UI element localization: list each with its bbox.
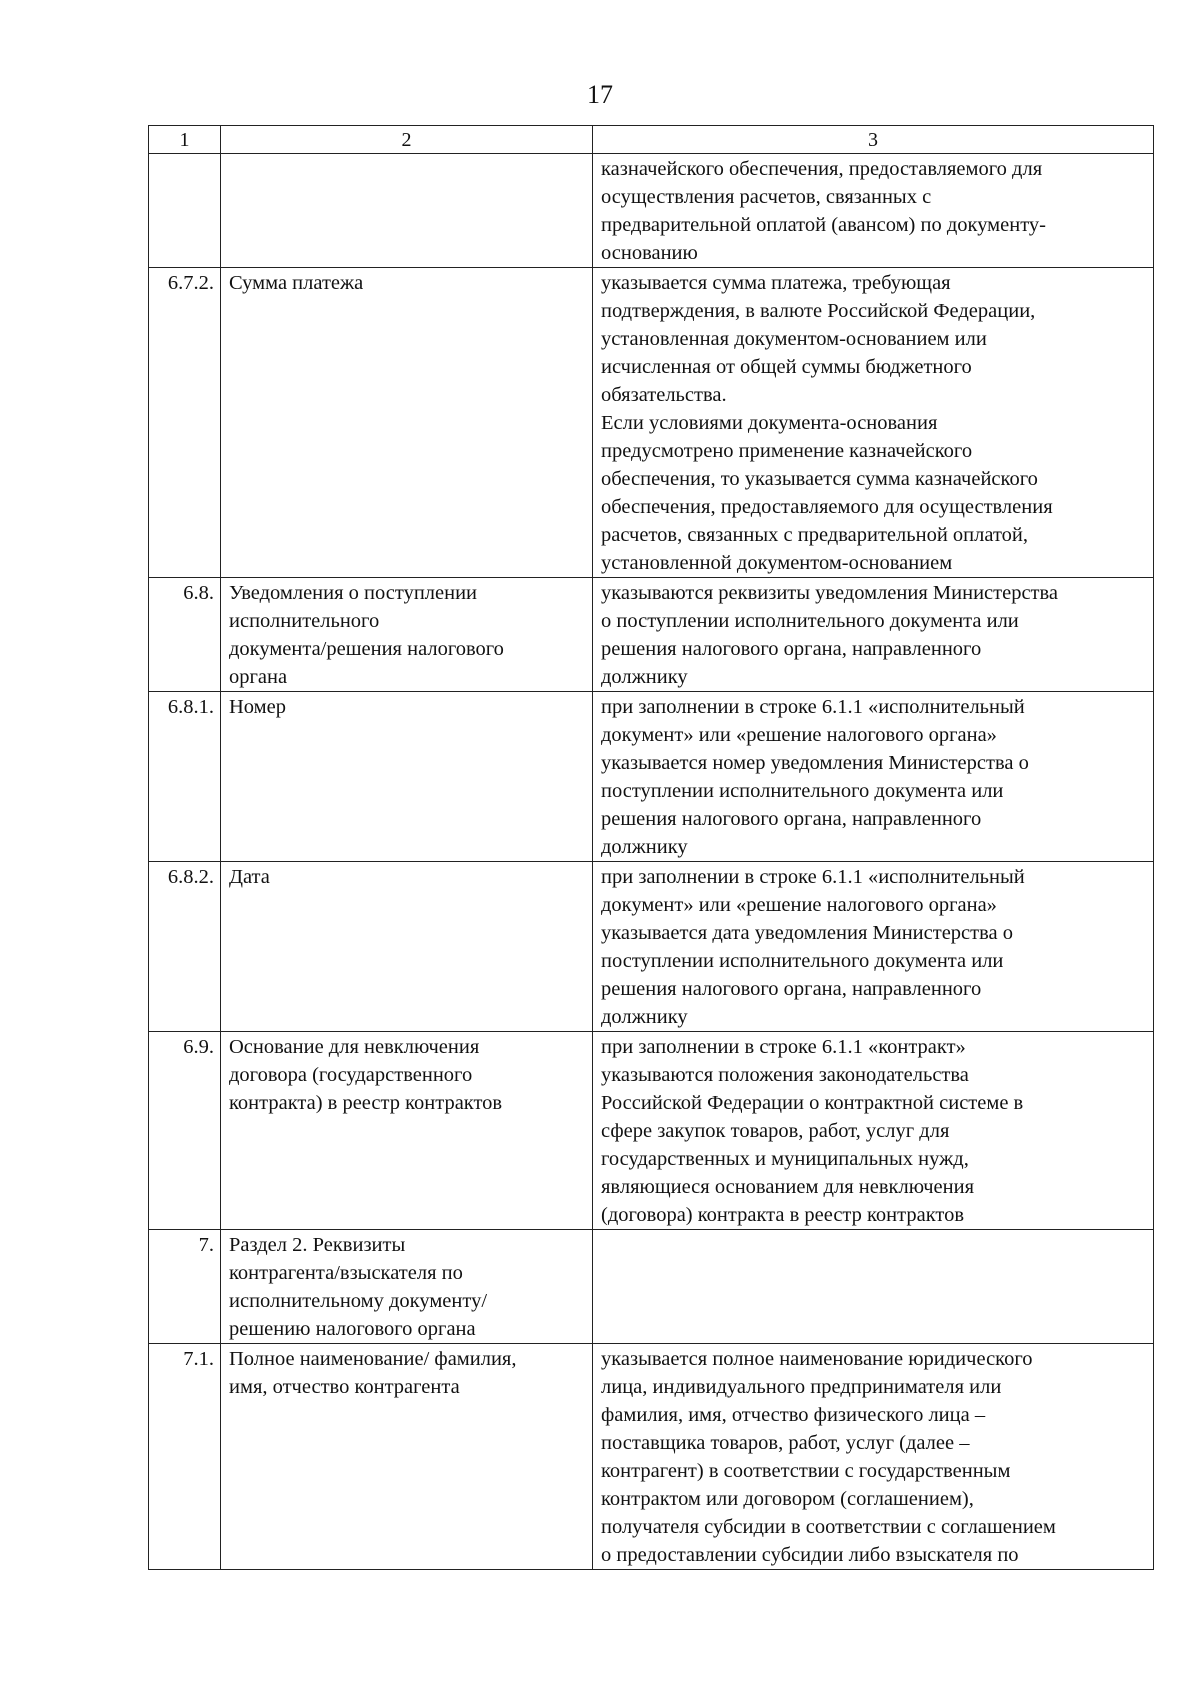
row-number: 6.8. bbox=[149, 578, 221, 692]
requisites-table bbox=[148, 125, 1154, 1570]
table-row bbox=[149, 154, 1154, 268]
row-description: при заполнении в строке 6.1.1 «исполнительный документ» или «решение налогового органа» указывается номер уведомления Министерства о поступлении исполнительного документа или решения налогового органа, направленного должнику bbox=[593, 692, 1154, 862]
row-number: 7.1. bbox=[149, 1344, 221, 1570]
row-description: указываются реквизиты уведомления Министерства о поступлении исполнительного документа или решения налогового органа, направленного должнику bbox=[593, 578, 1154, 692]
row-name: Уведомления о поступлении исполнительного документа/решения налогового органа bbox=[221, 578, 593, 692]
row-number: 6.7.2. bbox=[149, 268, 221, 578]
table-row bbox=[149, 862, 1154, 1032]
row-description: указывается сумма платежа, требующая подтверждения, в валюте Российской Федерации, установленная документом-основанием или исчисленная от общей суммы бюджетного обязательства. Если условиями документа-основания предусмотрено применение казначейского обеспечения, то указывается сумма казначейского обеспечения, предоставляемого для осуществления расчетов, связанных с предварительной оплатой, установленной документом-основанием bbox=[593, 268, 1154, 578]
table-row bbox=[149, 578, 1154, 692]
row-name: Основание для невключения договора (государственного контракта) в реестр контрактов bbox=[221, 1032, 593, 1230]
column-header-2: 2 bbox=[221, 126, 593, 154]
table-header-row bbox=[149, 126, 1154, 154]
row-name: Номер bbox=[221, 692, 593, 862]
table-row bbox=[149, 1344, 1154, 1570]
column-header-1: 1 bbox=[149, 126, 221, 154]
table-row bbox=[149, 692, 1154, 862]
table-row bbox=[149, 268, 1154, 578]
row-name: Раздел 2. Реквизиты контрагента/взыскателя по исполнительному документу/ решению налогового органа bbox=[221, 1230, 593, 1344]
row-description: при заполнении в строке 6.1.1 «контракт» указываются положения законодательства Российской Федерации о контрактной системе в сфере закупок товаров, работ, услуг для государственных и муниципальных нужд, являющиеся основанием для невключения (договора) контракта в реестр контрактов bbox=[593, 1032, 1154, 1230]
row-name bbox=[221, 154, 593, 268]
table-row bbox=[149, 1230, 1154, 1344]
row-number bbox=[149, 154, 221, 268]
column-header-3: 3 bbox=[593, 126, 1154, 154]
row-description: указывается полное наименование юридического лица, индивидуального предпринимателя или фамилия, имя, отчество физического лица – поставщика товаров, работ, услуг (далее – контрагент) в соответствии с государственным контрактом или договором (соглашением), получателя субсидии в соответствии с соглашением о предоставлении субсидии либо взыскателя по bbox=[593, 1344, 1154, 1570]
row-number: 6.9. bbox=[149, 1032, 221, 1230]
row-description bbox=[593, 1230, 1154, 1344]
row-name: Сумма платежа bbox=[221, 268, 593, 578]
table-row bbox=[149, 1032, 1154, 1230]
row-name: Полное наименование/ фамилия, имя, отчество контрагента bbox=[221, 1344, 593, 1570]
row-description: казначейского обеспечения, предоставляемого для осуществления расчетов, связанных с предварительной оплатой (авансом) по документу- основанию bbox=[593, 154, 1154, 268]
page-number: 17 bbox=[587, 80, 613, 109]
row-description: при заполнении в строке 6.1.1 «исполнительный документ» или «решение налогового органа» указывается дата уведомления Министерства о поступлении исполнительного документа или решения налогового органа, направленного должнику bbox=[593, 862, 1154, 1032]
row-number: 6.8.2. bbox=[149, 862, 221, 1032]
row-number: 7. bbox=[149, 1230, 221, 1344]
row-name: Дата bbox=[221, 862, 593, 1032]
row-number: 6.8.1. bbox=[149, 692, 221, 862]
